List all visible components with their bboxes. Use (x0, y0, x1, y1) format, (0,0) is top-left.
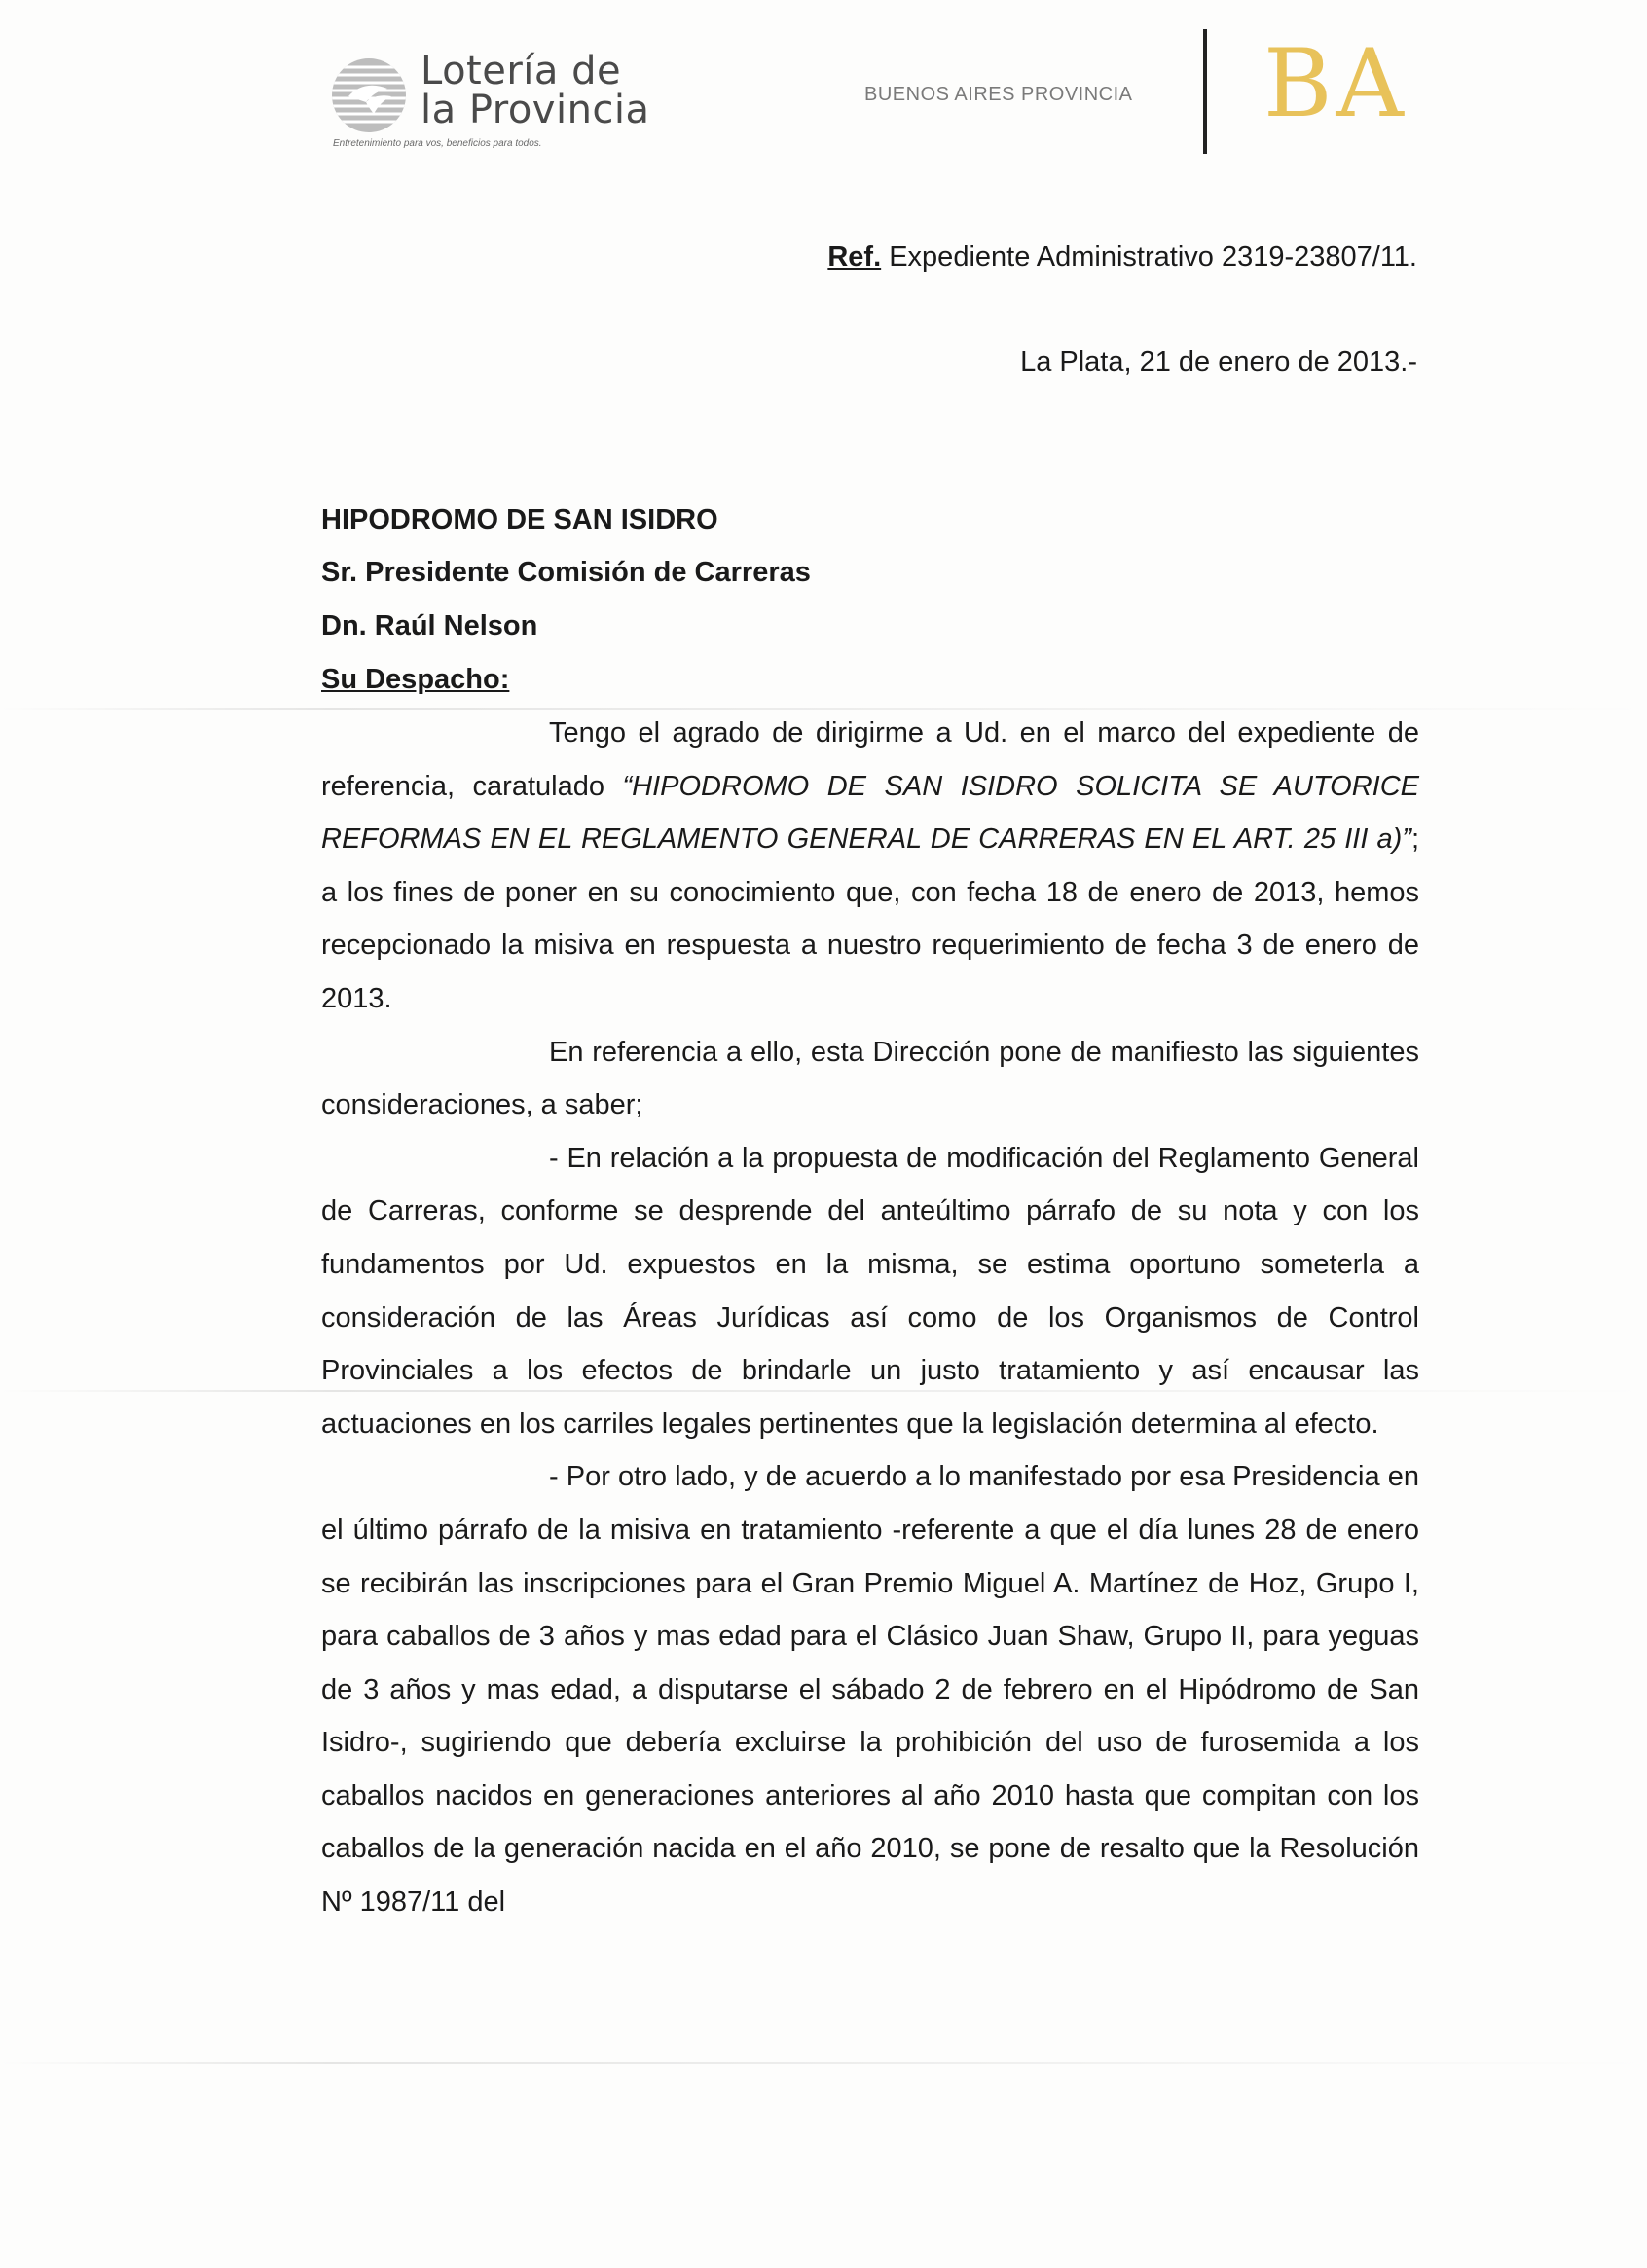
lottery-logo-line2: la Provincia (421, 88, 650, 132)
date-line: La Plata, 21 de enero de 2013.- (1020, 347, 1417, 378)
lottery-globe-icon (327, 54, 411, 137)
paragraph-2: En referencia a ello, esta Dirección pone de manifiesto las siguientes consideraciones, a saber; (321, 1036, 1419, 1121)
ba-logo: BA (1263, 29, 1408, 138)
reference-text: Expediente Administrativo 2319-23807/11. (881, 241, 1417, 273)
reference-label: Ref. (827, 241, 882, 273)
case-title: “HIPODROMO DE SAN ISIDRO SOLICITA SE AUTORICE REFORMAS EN EL REGLAMENTO GENERAL DE CARRERAS EN EL ART. 25 III a)” (321, 770, 1420, 856)
lottery-logo (327, 49, 658, 156)
addressee-line2: Sr. Presidente Comisión de Carreras (321, 557, 811, 588)
paragraph-3: - En relación a la propuesta de modificación del Reglamento General de Carreras, conforme se desprende del anteúltimo párrafo de su nota y con los fundamentos por Ud. expuestos en la misma, se estima oportuno someterla a consideración de las Áreas Jurídicas así como de los Organismos de Control Provinciales a los efectos de brindarle un justo tratamiento y así encausar las actuaciones en los carriles legales pertinentes que la legislación determina al efecto. (321, 1142, 1419, 1440)
header-divider (1203, 29, 1207, 154)
province-text: BUENOS AIRES PROVINCIA (864, 84, 1133, 105)
addressee-line3: Dn. Raúl Nelson (321, 610, 538, 641)
reference-line (827, 241, 1417, 274)
paragraph-1-end: ; a los fines de poner en su conocimiento que, con fecha 18 de enero de 2013, hemos recepcionado la misiva en respuesta a nuestro requerimiento de fecha 3 de enero de 2013. (321, 823, 1419, 1014)
lottery-tagline: Entretenimiento para vos, beneficios para todos. (333, 138, 542, 149)
paragraph-1-start: Tengo el agrado de dirigirme a Ud. en el marco del expediente de referencia, caratulado (321, 717, 1419, 802)
paragraph-1 (321, 707, 1419, 1026)
scan-artifact (0, 2062, 1647, 2064)
letter-body (321, 707, 1419, 1929)
addressee-line1: HIPODROMO DE SAN ISIDRO (321, 504, 718, 535)
lottery-logo-line1: Lotería de (421, 49, 622, 93)
addressee-line4: Su Despacho: (321, 664, 510, 695)
paragraph-4: - Por otro lado, y de acuerdo a lo manifestado por esa Presidencia en el último párrafo de la misiva en tratamiento -referente a que el día lunes 28 de enero se recibirán las inscripciones para el Gran Premio Miguel A. Martínez de Hoz, Grupo I, para caballos de 3 años y mas edad para el Clásico Juan Shaw, Grupo II, para yeguas de 3 años y mas edad, a disputarse el sábado 2 de febrero en el Hipódromo de San Isidro-, sugiriendo que debería excluirse la prohibición del uso de furosemida a los caballos nacidos en generaciones anteriores al año 2010 hasta que compitan con los caballos de la generación nacida en el año 2010, se pone de resalto que la Resolución Nº 1987/11 del (321, 1461, 1419, 1919)
